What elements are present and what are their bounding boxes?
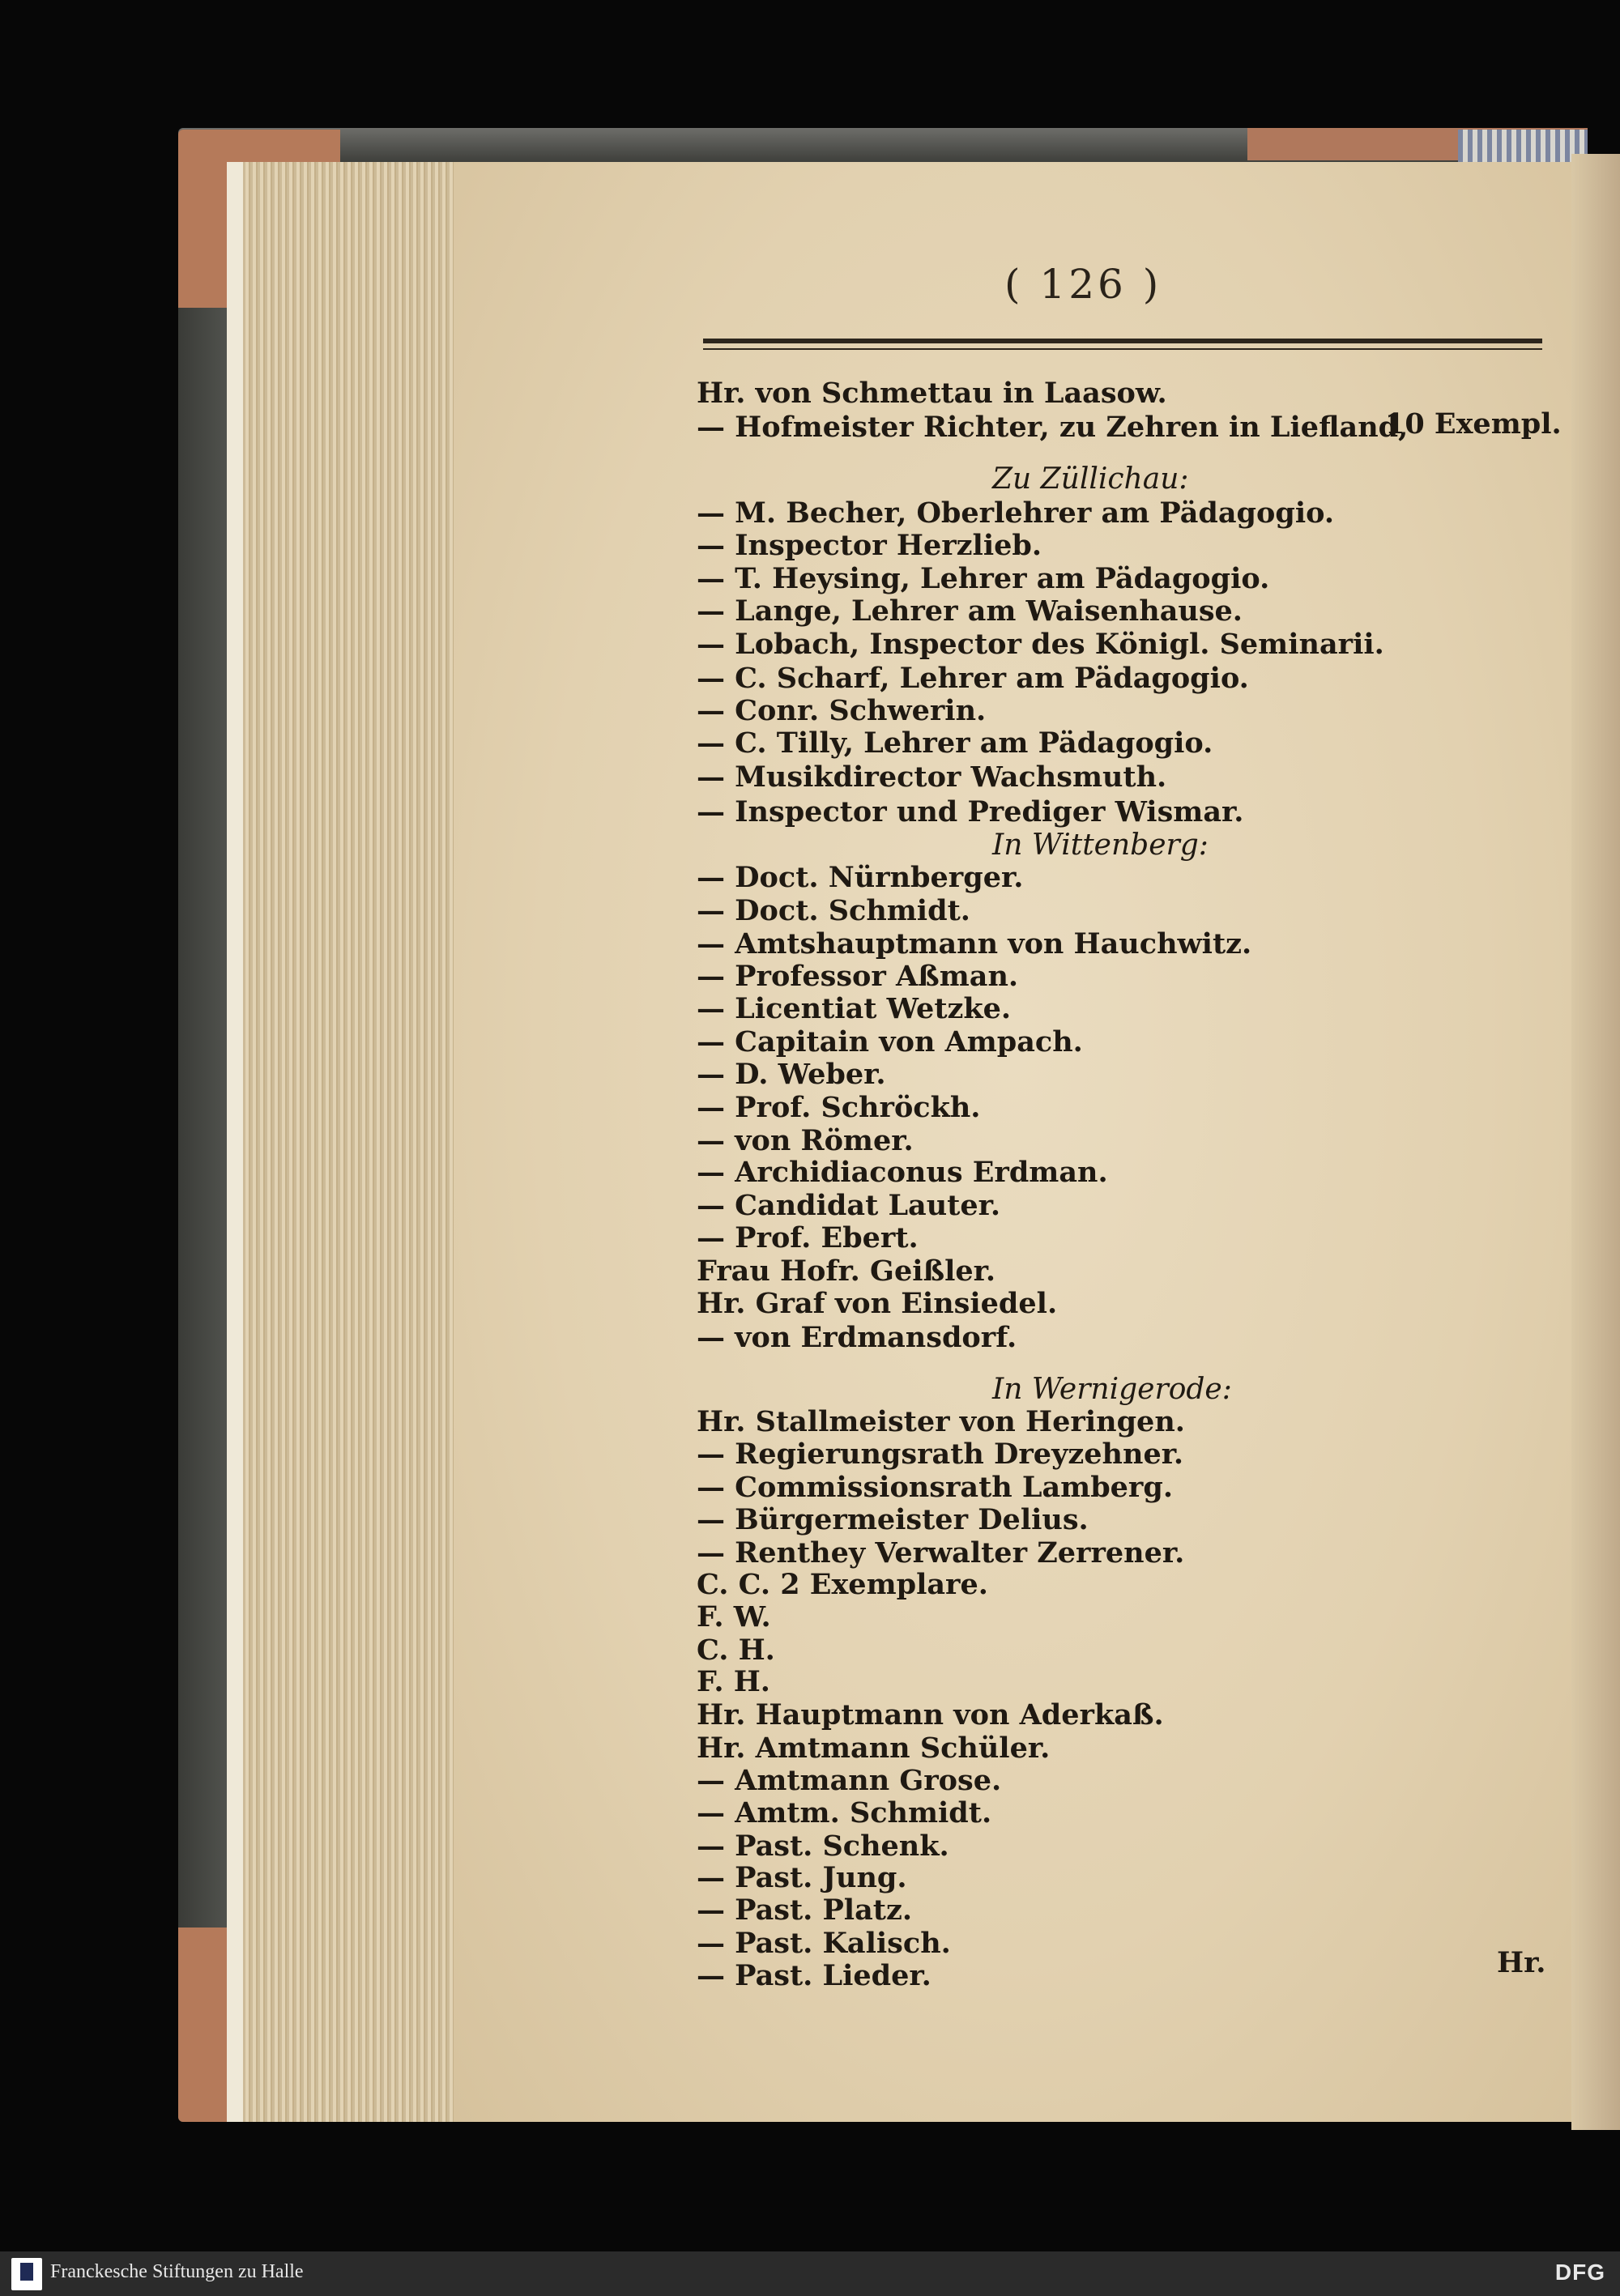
list-item: — Past. Lieder.	[697, 1959, 932, 1992]
viewer-footer	[0, 2251, 1620, 2296]
list-item: C. C. 2 Exemplare.	[697, 1568, 988, 1601]
list-item: — Bürgermeister Delius.	[697, 1503, 1089, 1536]
list-item: — Musikdirector Wachsmuth.	[697, 760, 1167, 794]
list-item: — Amtshauptmann von Hauchwitz.	[697, 927, 1252, 961]
list-item: — Licentiat Wetzke.	[697, 992, 1012, 1025]
list-item: — C. Scharf, Lehrer am Pädagogio.	[697, 662, 1249, 695]
list-item: — Amtmann Grose.	[697, 1764, 1002, 1797]
book-page	[454, 162, 1571, 2122]
page-number: ( 126 )	[1004, 261, 1162, 308]
list-item: F. H.	[697, 1665, 770, 1698]
section-heading: In Wernigerode:	[992, 1373, 1232, 1406]
list-item: — Past. Platz.	[697, 1893, 913, 1927]
list-item: — Doct. Nürnberger.	[697, 861, 1024, 894]
section-heading: Zu Züllichau:	[992, 462, 1189, 496]
list-item: — Inspector und Prediger Wismar.	[697, 795, 1244, 829]
list-item: — Prof. Ebert.	[697, 1221, 919, 1254]
list-item: — Archidiaconus Erdman.	[697, 1156, 1108, 1189]
copies-note: 10 Exempl.	[1385, 407, 1562, 441]
list-item: — Renthey Verwalter Zerrener.	[697, 1536, 1185, 1570]
list-item: — Amtm. Schmidt.	[697, 1796, 992, 1830]
list-item: Hr. Graf von Einsiedel.	[697, 1287, 1058, 1320]
list-item: — von Erdmansdorf.	[697, 1321, 1017, 1354]
list-item: — Commissionsrath Lamberg.	[697, 1471, 1174, 1504]
list-item: — M. Becher, Oberlehrer am Pädagogio.	[697, 496, 1335, 530]
list-item: Hr. Amtmann Schüler.	[697, 1732, 1051, 1765]
header-rule	[703, 339, 1542, 343]
header-rule-thin	[703, 348, 1542, 350]
headband	[1458, 130, 1588, 165]
list-item: Frau Hofr. Geißler.	[697, 1254, 996, 1288]
list-item: — Lobach, Inspector des Königl. Seminarii.	[697, 628, 1384, 661]
list-item: — von Römer.	[697, 1124, 914, 1157]
list-item: — T. Heysing, Lehrer am Pädagogio.	[697, 562, 1270, 595]
list-item: Hr. Hauptmann von Aderkaß.	[697, 1698, 1164, 1732]
institution-logo-icon	[11, 2258, 42, 2290]
list-item: — Hofmeister Richter, zu Zehren in Liefland,	[697, 411, 1409, 444]
page-stack-edge	[243, 162, 470, 2122]
list-item: — Conr. Schwerin.	[697, 694, 987, 727]
list-item: — D. Weber.	[697, 1058, 886, 1091]
list-item: — C. Tilly, Lehrer am Pädagogio.	[697, 726, 1213, 760]
list-item: — Candidat Lauter.	[697, 1189, 1001, 1222]
list-item: — Prof. Schröckh.	[697, 1091, 981, 1124]
list-item: — Inspector Herzlieb.	[697, 529, 1042, 562]
list-item: — Regierungsrath Dreyzehner.	[697, 1438, 1184, 1471]
list-item: Hr. von Schmettau in Laasow.	[697, 377, 1167, 410]
list-item: C. H.	[697, 1634, 775, 1667]
list-item: Hr. Stallmeister von Heringen.	[697, 1405, 1185, 1438]
list-item: F. W.	[697, 1600, 771, 1634]
dfg-logo: DFG	[1554, 2260, 1605, 2285]
list-item: — Doct. Schmidt.	[697, 894, 970, 927]
list-item: — Lange, Lehrer am Waisenhause.	[697, 594, 1243, 628]
facing-page-edge	[1571, 154, 1620, 2130]
list-item: — Past. Kalisch.	[697, 1927, 951, 1960]
list-item: — Past. Schenk.	[697, 1830, 949, 1863]
list-item: — Professor Aßman.	[697, 960, 1019, 993]
section-heading: In Wittenberg:	[992, 829, 1209, 862]
institution-name: Franckesche Stiftungen zu Halle	[50, 2261, 304, 2282]
catchword: Hr.	[1497, 1946, 1546, 1979]
list-item: — Past. Jung.	[697, 1861, 907, 1894]
list-item: — Capitain von Ampach.	[697, 1025, 1083, 1059]
